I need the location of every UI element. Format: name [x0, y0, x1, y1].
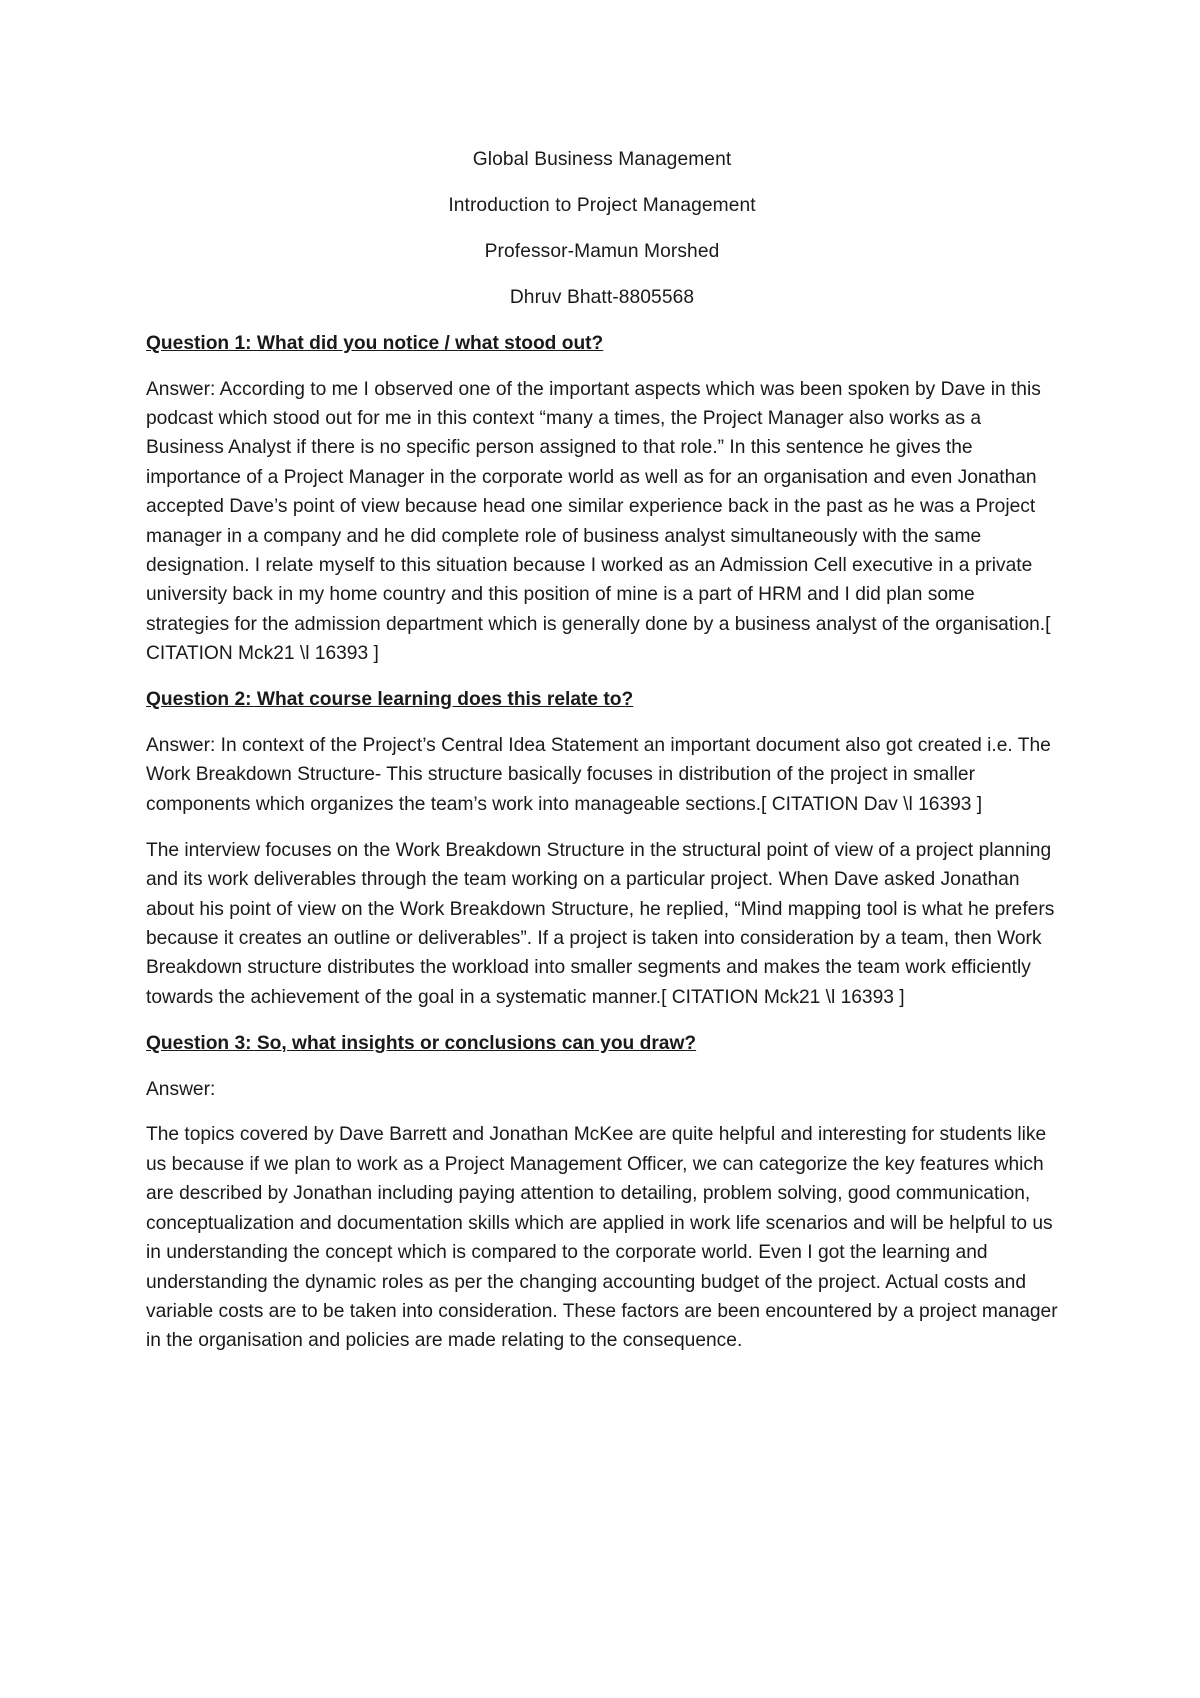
- question-3-answer: The topics covered by Dave Barrett and Jonathan McKee are quite helpful and interesting for students like us because if we plan to work as a Project Management Officer, we can categorize the key features which are described by Jonathan including paying attention to detailing, problem solving, good communication, conceptualization and documentation skills which are applied in work life scenarios and will be helpful to us in understanding the concept which is compared to the corporate world. Even I got the learning and understanding the dynamic roles as per the changing accounting budget of the project. Actual costs and variable costs are to be taken into consideration. These factors are been encountered by a project manager in the organisation and policies are made relating to the consequence.: [146, 1124, 1058, 1352]
- student-name: Dhruv Bhatt-8805568: [509, 286, 695, 308]
- program-title: Global Business Management: [472, 149, 732, 170]
- question-3-answer-label: Answer:: [146, 1078, 216, 1100]
- course-title: Introduction to Project Management: [448, 194, 756, 216]
- question-1-answer: Answer: According to me I observed one of the important aspects which was been spoken by Dave in this podcast which stood out for me in this context “many a times, the Project Manager also works as a Business Analyst if there is no specific person assigned to that role.” In this sentence he gives the importance of a Project Manager in the corporate world as well as for an organisation and even Jonathan accepted Dave’s point of view because head one similar experience back in the past as he was a Project manager in a company and he did complete role of business analyst simultaneously with the same designation. I relate myself to this situation because I worked as an Admission Cell executive in a private university back in my home country and this position of mine is a part of HRM and I did plan some strategies for the admission department which is generally done by a business analyst of the organisation.[ CITATION Mck21 \l 16393 ]: [146, 378, 1051, 665]
- document-body: [146, 145, 1058, 1372]
- question-2-answer: Answer: In context of the Project’s Central Idea Statement an important document also got created i.e. The Work Breakdown Structure- This structure basically focuses in distribution of the project in smaller components which organizes the team’s work into manageable sections.[ CITATION Dav \l 16393 ]: [146, 735, 1051, 815]
- question-2-heading: Question 2: What course learning does this relate to?: [146, 689, 634, 711]
- question-3-heading: Question 3: So, what insights or conclusions can you draw?: [146, 1032, 697, 1054]
- question-2-discussion: The interview focuses on the Work Breakdown Structure in the structural point of view of a project planning and its work deliverables through the team working on a particular project. When Dave asked Jonathan about his point of view on the Work Breakdown Structure, he replied, “Mind mapping tool is what he prefers because it creates an outline or deliverables”. If a project is taken into consideration by a team, then Work Breakdown structure distributes the workload into smaller segments and makes the team work efficiently towards the achievement of the goal in a systematic manner.[ CITATION Mck21 \l 16393 ]: [146, 839, 1055, 1008]
- professor-name: Professor-Mamun Morshed: [484, 240, 720, 262]
- question-1-heading: Question 1: What did you notice / what stood out?: [146, 332, 604, 354]
